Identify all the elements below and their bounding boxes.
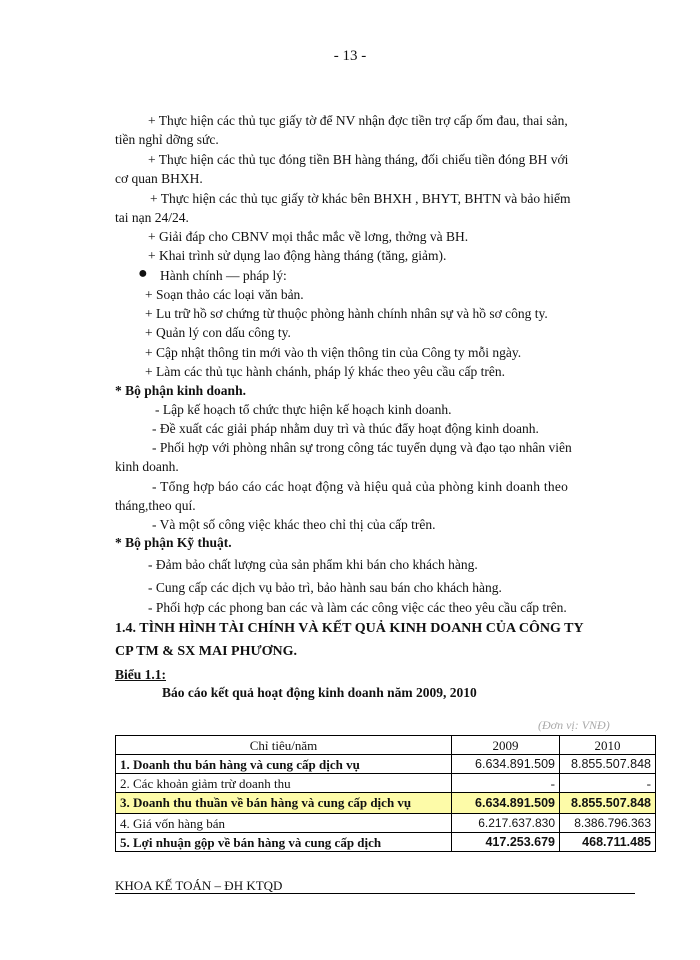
section-heading: * Bộ phận kinh doanh. xyxy=(115,383,246,398)
text-line: + Giải đáp cho CBNV mọi thắc mắc về lơng, thởng và BH. xyxy=(148,229,469,244)
unit-note: (Đơn vị: VNĐ) xyxy=(538,718,610,732)
text-line: + Làm các thủ tục hành chánh, pháp lý khác theo yêu cầu cấp trên. xyxy=(145,364,505,379)
chapter-heading-cont: CP TM & SX MAI PHƯƠNG. xyxy=(115,644,297,659)
text-line: - Và một số công việc khác theo chỉ thị của cấp trên. xyxy=(152,517,436,532)
page-number: - 13 - xyxy=(333,48,367,64)
table-row xyxy=(116,774,656,793)
text-line: - Đề xuất các giải pháp nhằm duy trì và thúc đẩy hoạt động kinh doanh. xyxy=(152,421,539,436)
value-2009: 6.634.891.509 xyxy=(452,793,560,814)
row-label: 2. Các khoản giảm trừ doanh thu xyxy=(116,774,452,793)
row-label: 5. Lợi nhuận gộp về bán hàng và cung cấp dịch xyxy=(116,833,452,852)
text-line: + Cập nhật thông tin mới vào th viện thông tin của Công ty mỗi ngày. xyxy=(145,345,522,360)
chapter-heading: 1.4. TÌNH HÌNH TÀI CHÍNH VÀ KẾT QUẢ KINH DOANH CỦA CÔNG TY xyxy=(115,621,584,636)
text-line: - Phối hợp các phong ban các và làm các công việc các theo yêu cầu cấp trên. xyxy=(148,600,567,615)
text-line: + Thực hiện các thủ tục đóng tiền BH hàng tháng, đối chiếu tiền đóng BH với xyxy=(148,152,569,167)
text-line: + Quản lý con dấu công ty. xyxy=(145,325,291,340)
text-line: - Phối hợp với phòng nhân sự trong công tác tuyển dụng và đạo tạo nhân viên xyxy=(152,440,572,455)
text-line: kinh doanh. xyxy=(115,459,179,474)
section-heading: * Bộ phận Kỹ thuật. xyxy=(115,535,232,550)
text-line: + Thực hiện các thủ tục giấy tờ khác bên BHXH , BHYT, BHTN và bảo hiểm xyxy=(150,191,571,206)
table-header-row xyxy=(116,736,656,755)
header-cell: 2010 xyxy=(560,736,656,755)
value-2010: - xyxy=(560,774,656,793)
table-title: Báo cáo kết quả hoạt động kinh doanh năm 2009, 2010 xyxy=(162,685,477,700)
value-2009: 417.253.679 xyxy=(452,833,560,852)
header-cell: 2009 xyxy=(452,736,560,755)
value-2009: 6.634.891.509 xyxy=(452,755,560,774)
text-line: Hành chính — pháp lý: xyxy=(160,268,287,283)
value-2010: 8.855.507.848 xyxy=(560,793,656,814)
text-line: - Tổng hợp báo cáo các hoạt động và hiệu quả của phòng kinh doanh theo xyxy=(152,479,569,494)
text-line: tháng,theo quí. xyxy=(115,498,196,513)
bullet-dot-icon: ● xyxy=(138,265,148,282)
value-2009: - xyxy=(452,774,560,793)
text-line: tiền nghỉ dỡng sức. xyxy=(115,132,219,147)
page-footer: KHOA KẾ TOÁN – ĐH KTQD xyxy=(115,878,283,893)
text-line: cơ quan BHXH. xyxy=(115,171,203,186)
text-line: - Lập kế hoạch tổ chức thực hiện kế hoạch kinh doanh. xyxy=(155,402,452,417)
text-line: tai nạn 24/24. xyxy=(115,210,189,225)
footer-divider xyxy=(115,893,635,894)
table-caption-label: Biểu 1.1: xyxy=(115,667,167,682)
table-row xyxy=(116,833,656,852)
table-row xyxy=(116,814,656,833)
value-2010: 8.386.796.363 xyxy=(560,814,656,833)
text-line: + Thực hiện các thủ tục giấy tờ để NV nhận đợc tiền trợ cấp ốm đau, thai sản, xyxy=(148,113,568,128)
table-row-highlighted xyxy=(116,793,656,814)
value-2009: 6.217.637.830 xyxy=(452,814,560,833)
text-line: - Cung cấp các dịch vụ bảo trì, bảo hành sau bán cho khách hàng. xyxy=(148,580,502,595)
value-2010: 8.855.507.848 xyxy=(560,755,656,774)
header-cell: Chỉ tiêu/năm xyxy=(116,736,452,755)
text-line: + Khai trình sử dụng lao động hàng tháng (tăng, giảm). xyxy=(148,248,447,263)
row-label: 1. Doanh thu bán hàng và cung cấp dịch vụ xyxy=(116,755,452,774)
financial-table xyxy=(115,735,656,852)
row-label: 3. Doanh thu thuần về bán hàng và cung cấp dịch vụ xyxy=(116,793,452,814)
value-2010: 468.711.485 xyxy=(560,833,656,852)
text-line: - Đảm bảo chất lượng của sản phẩm khi bán cho khách hàng. xyxy=(148,557,478,572)
row-label: 4. Giá vốn hàng bán xyxy=(116,814,452,833)
text-line: + Lu trữ hồ sơ chứng từ thuộc phòng hành chính nhân sự và hồ sơ công ty. xyxy=(145,306,548,321)
text-line: + Soạn thảo các loại văn bản. xyxy=(145,287,304,302)
table-row xyxy=(116,755,656,774)
